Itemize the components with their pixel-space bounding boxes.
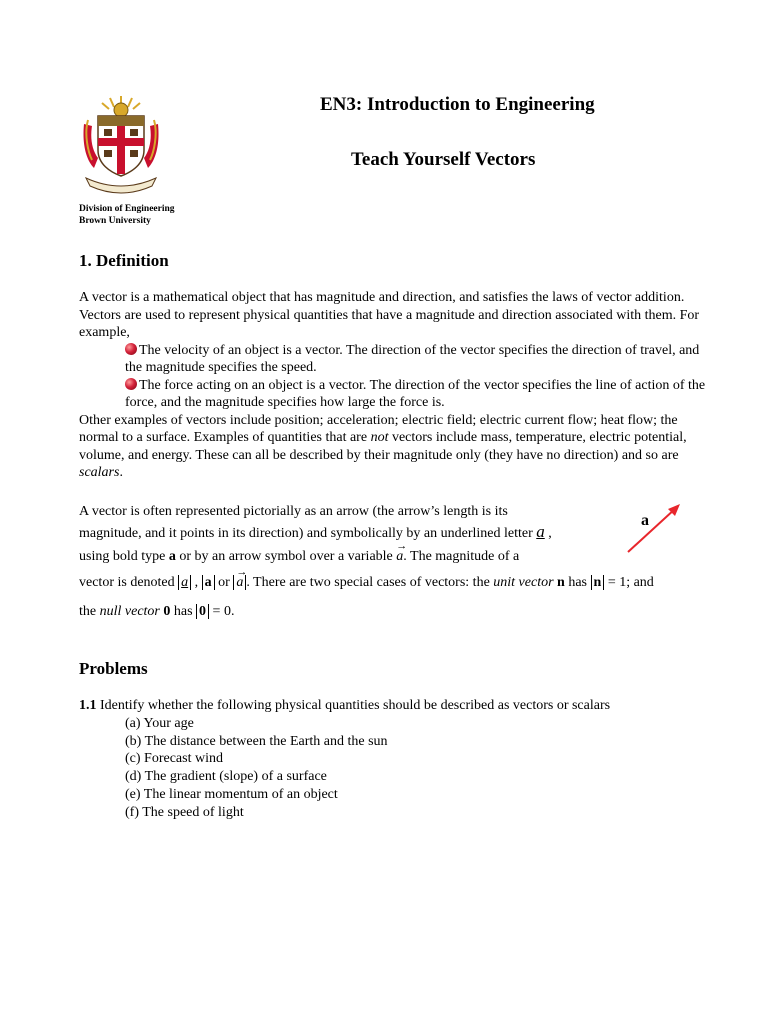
symbol: a [181,575,189,590]
crest-icon [80,94,162,196]
bold-vector-symbol: a [168,549,176,564]
right-arrow-icon: → [396,540,408,552]
problem-text: Identify whether the following physical quantities should be described as vectors or scalars [96,698,611,713]
affiliation [79,203,175,227]
bullet-text: The force acting on an object is a vector. The direction of the vector specifies the line of action of the force, and the magnitude specifies how large the force is. [125,377,706,410]
magnitude-zero [196,604,209,619]
problem-number: 1.1 [79,698,97,713]
definition-intro: A vector is a mathematical object that has magnitude and direction, and satisfies the laws of vector addition. Vectors are used to represent physical quantities that have a magnitude and direction associated with them. For example, [79,290,700,340]
text: . The magnitude of a [403,549,520,564]
magnitude-underlined [178,575,191,590]
representation-line-2 [79,523,552,543]
vector-arrow-figure [622,500,684,556]
symbol: n [593,575,602,590]
brown-university-crest-logo [80,94,162,196]
text: = 0. [209,604,235,619]
emphasis-null-vector: null vector [99,604,160,619]
text: vector is denoted [79,575,179,590]
text: , [544,526,552,541]
list-item: (b) The distance between the Earth and the sun [125,733,388,749]
period: . [119,465,123,480]
symbol: 0 [199,604,207,619]
list-item: (e) The linear momentum of an object [125,786,338,802]
bullet-item-force [79,377,719,412]
red-arrow-icon [622,500,684,556]
red-bullet-icon [125,378,137,390]
representation-line-3 [79,540,520,566]
text: has [564,575,591,590]
text: magnitude, and it points in its direction) and symbolically by an underlined letter [79,526,537,541]
list-item: (c) Forecast wind [125,751,223,767]
bold-n: n [557,575,565,590]
right-arrow-icon: → [236,566,248,578]
magnitude-line [79,566,654,592]
document-title: EN3: Introduction to Engineering [320,94,595,115]
section-heading-definition: 1. Definition [79,251,169,270]
emphasis-not: not [370,430,389,445]
red-bullet-icon [125,343,137,355]
emphasis-unit-vector: unit vector [493,575,554,590]
document-subtitle: Teach Yourself Vectors [351,149,536,170]
other-examples-text-2: vectors include mass, temperature, electric potential, volume, and energy. These can all be described by their magnitude only (they have no direction) and so are [79,430,687,463]
underlined-vector-symbol: a [536,522,545,541]
symbol: a [204,575,212,590]
text: has [170,604,197,619]
text: or [214,575,234,590]
arrow-vector-symbol [396,540,408,566]
text: using bold type [79,549,169,564]
section-heading-problems: Problems [79,659,148,678]
null-vector-line [79,603,234,621]
text: the [79,604,100,619]
magnitude-n [591,575,605,590]
text: . There are two special cases of vectors: the [246,575,494,590]
bullet-text: The velocity of an object is a vector. The direction of the vector specifies the direction of travel, and the magnitude specifies the speed. [125,342,700,375]
bold-zero: 0 [163,604,171,619]
other-examples-paragraph [79,412,719,482]
list-item: (d) The gradient (slope) of a surface [125,769,327,785]
representation-line-1: A vector is often represented pictorially as an arrow (the arrow’s length is its [79,504,508,519]
text: or by an arrow symbol over a variable [175,549,397,564]
bullet-item-velocity [79,342,719,377]
symbol: a [236,575,244,590]
other-examples-text: Other examples of vectors include position; acceleration; electric field; electric current flow; heat flow; the normal to a surface. Examples of quantities that are [79,412,678,445]
affiliation-university: Brown University [79,216,151,226]
problem-list [79,697,610,822]
arrow-vector-symbol [236,566,248,592]
list-item: (f) The speed of light [125,804,244,820]
list-item: (a) Your age [125,715,194,731]
symbol: a [396,549,404,564]
magnitude-arrow [233,566,248,590]
text: = 1; and [604,575,654,590]
problem-question [79,697,610,715]
affiliation-division: Division of Engineering [79,204,175,214]
magnitude-bold [202,575,215,590]
text: , [191,575,202,590]
vector-figure-label: a [641,512,649,529]
emphasis-scalars: scalars [79,465,120,480]
definition-paragraph [79,289,719,482]
